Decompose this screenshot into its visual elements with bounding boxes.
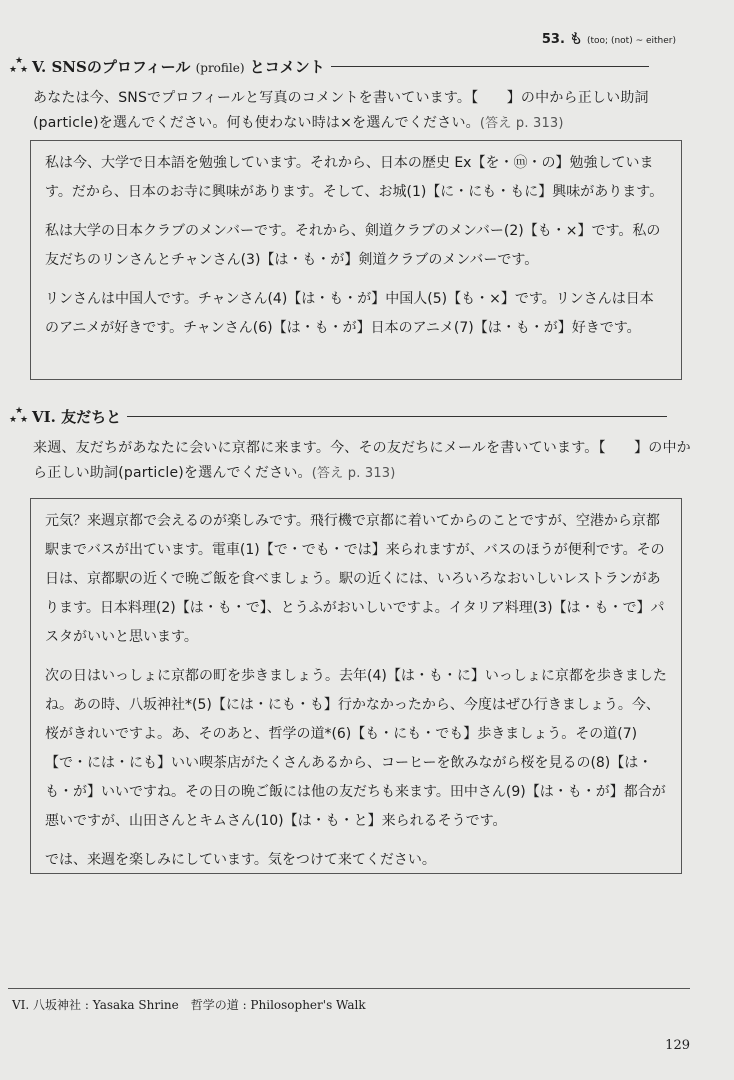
section-vi-exercise-box bbox=[30, 498, 682, 874]
section-vi-instructions: 来週、友だちがあなたに会いに京都に来ます。今、その友だちにメールを書いています。【 】の中から正しい助詞(particle)を選んでください。(答え p. 313) bbox=[33, 440, 691, 481]
section-rule bbox=[331, 66, 649, 67]
section-rule bbox=[127, 416, 667, 417]
difficulty-stars-icon: ★ ★ ★ bbox=[9, 405, 29, 425]
running-header bbox=[542, 28, 676, 47]
exercise-paragraph: 次の日はいっしょに京都の町を歩きましょう。去年(4)【は・も・に】いっしょに京都を歩きましたね。あの時、八坂神社*(5)【には・にも・も】行かなかったから、今度はぜひ行きましょう。今、桜がきれいですよ。あ、そのあと、哲学の道*(6)【も・にも・でも】歩きましょう。その道(7)【で・には・にも】いい喫茶店がたくさんあるから、コーヒーを飲みながら桜を見るの(8)【は・も・が】いいですね。その日の晩ご飯には他の友だちも来ます。田中さん(9)【は・も・が】都合が悪いですが、山田さんとキムさん(10)【は・も・と】来られるそうです。 bbox=[45, 668, 667, 829]
exercise-paragraph: リンさんは中国人です。チャンさん(4)【は・も・が】中国人(5)【も・×】です。リンさんは日本のアニメが好きです。チャンさん(6)【は・も・が】日本のアニメ(7)【は・も・が】好きです。 bbox=[45, 291, 654, 336]
footnote-divider bbox=[8, 988, 690, 989]
chapter-subtitle: (too; (not) ~ either) bbox=[587, 36, 676, 46]
answer-reference: (答え p. 313) bbox=[479, 116, 564, 131]
exercise-paragraph: 元気？来週京都で会えるのが楽しみです。飛行機で京都に着いてからのことですが、空港から京都駅までバスが出ています。電車(1)【で・でも・では】来られますが、バスのほうが便利です。その日は、京都駅の近くで晩ご飯を食べましょう。駅の近くには、いろいろなおいしいレストランがあります。日本料理(2)【は・も・で】、とうふがおいしいですよ。イタリア料理(3)【は・も・で】パスタがいいと思います。 bbox=[45, 513, 665, 645]
section-v-instructions: あなたは今、SNSでプロフィールと写真のコメントを書いています。【 】の中から正しい助詞(particle)を選んでください。何も使わない時は×を選んでください。(答え p. 313) bbox=[33, 90, 649, 131]
chapter-number: 53. bbox=[541, 32, 565, 47]
section-v-heading bbox=[8, 56, 649, 77]
chapter-title: も bbox=[569, 32, 583, 47]
section-vi-heading bbox=[8, 406, 667, 427]
page-number: 129 bbox=[665, 1038, 690, 1053]
exercise-paragraph: では、来週を楽しみにしています。気をつけて来てください。 bbox=[45, 852, 436, 868]
answer-reference: (答え p. 313) bbox=[311, 466, 396, 481]
difficulty-stars-icon: ★ ★ ★ bbox=[9, 55, 29, 75]
section-title: V. SNSのプロフィール (profile) とコメント bbox=[32, 58, 325, 76]
footnote: VI. 八坂神社 : Yasaka Shrine 哲学の道 : Philosopher's Walk bbox=[12, 998, 366, 1012]
section-title: VI. 友だちと bbox=[32, 408, 122, 426]
section-v-exercise-box bbox=[30, 140, 682, 380]
exercise-paragraph: 私は大学の日本クラブのメンバーです。それから、剣道クラブのメンバー(2)【も・×】です。私の友だちのリンさんとチャンさん(3)【は・も・が】剣道クラブのメンバーです。 bbox=[45, 223, 661, 268]
exercise-paragraph: 私は今、大学で日本語を勉強しています。それから、日本の歴史 Ex【を・ⓜ・の】勉強しています。だから、日本のお寺に興味があります。そして、お城(1)【に・にも・もに】興味があります。 bbox=[45, 155, 664, 200]
